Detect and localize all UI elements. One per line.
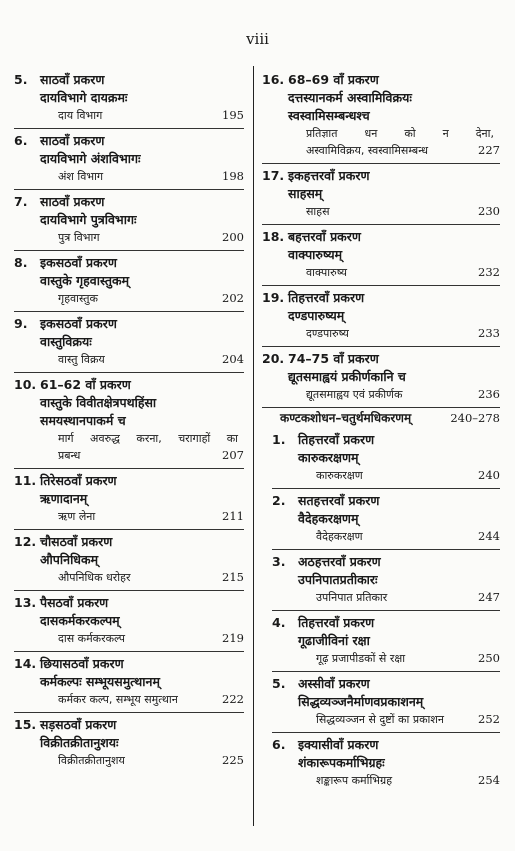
hindi-subtitle-row (262, 325, 500, 342)
prakaran-title: तिरेसठवाँ प्रकरण (40, 473, 117, 488)
entry-number: 18. (262, 229, 285, 244)
page-ref: 200 (222, 230, 244, 244)
left-column (14, 68, 244, 773)
section-title: कण्टकशोधन–चतुर्थमधिकरणम् (280, 411, 412, 425)
hindi-subtitle-row (14, 508, 244, 525)
hindi-subtitle: उपनिपात प्रतिकार (316, 591, 388, 604)
entry-heading (14, 315, 244, 333)
sanskrit-title: औपनिधिकम् (40, 552, 99, 567)
entry-number: 16. (262, 72, 285, 87)
hindi-subtitle: पुत्र विभाग (58, 231, 100, 244)
prakaran-title: इकसठवाँ प्रकरण (40, 316, 117, 331)
entry-number: 10. (14, 377, 37, 392)
toc-entry (272, 611, 500, 672)
entry-heading (272, 614, 500, 632)
prakaran-title: अस्सीवाँ प्रकरण (298, 676, 370, 691)
hindi-subtitle-row (262, 264, 500, 281)
entry-number: 19. (262, 290, 285, 305)
entry-heading (262, 228, 500, 246)
toc-entry (14, 190, 244, 251)
prakaran-title: इक्यासीवाँ प्रकरण (298, 737, 379, 752)
prakaran-title: 74–75 वाँ प्रकरण (288, 351, 379, 366)
toc-entry (14, 713, 244, 773)
hindi-subtitle: गूढ़ प्रजापीडकों से रक्षा (316, 652, 406, 665)
sanskrit-title: ऋणादानम् (40, 491, 88, 506)
hindi-subtitle: वास्तु विक्रय (58, 353, 105, 366)
hindi-subtitle-row (14, 752, 244, 769)
page-ref: 254 (478, 773, 500, 787)
page-ref: 236 (478, 387, 500, 401)
hindi-subtitle-row (272, 467, 500, 484)
sanskrit-title: दायविभागे अंशविभागः (40, 151, 141, 166)
toc-entry (262, 347, 500, 408)
page-ref: 202 (222, 291, 244, 305)
prakaran-title: अठहत्तरवाँ प्रकरण (298, 554, 381, 569)
sanskrit-title: दण्डपारुष्यम् (288, 308, 345, 323)
hindi-subtitle: विक्रीतक्रीतानुशय (58, 754, 125, 767)
hindi-subtitle-row (272, 711, 500, 728)
entry-number: 13. (14, 595, 37, 610)
page-ref: 250 (478, 651, 500, 665)
sanskrit-title: द्यूतसमाह्वयं प्रकीर्णकानि च (288, 369, 406, 384)
hindi-subtitle: सिद्धव्यञ्जन से दुष्टों का प्रकाशन (316, 713, 444, 726)
entry-heading (14, 376, 244, 394)
toc-entry (14, 530, 244, 591)
page-ref: 211 (222, 509, 244, 523)
hindi-subtitle: गृहवास्तुक (58, 292, 98, 305)
entry-number: 11. (14, 473, 37, 488)
toc-entry (14, 591, 244, 652)
entry-number: 4. (272, 615, 286, 630)
hindi-subtitle-row (272, 650, 500, 667)
sanskrit-title: वाक्पारुष्यम् (288, 247, 343, 262)
sanskrit-title: दत्तस्यानकर्म अस्वामिविक्रयः (288, 90, 412, 105)
hindi-subtitle: अस्वामिविक्रय, स्वस्वामिसम्बन्ध (306, 144, 429, 157)
sanskrit-title: शंकारूपकर्माभिग्रहः (298, 755, 385, 770)
entry-number: 12. (14, 534, 37, 549)
entry-heading (14, 594, 244, 612)
prakaran-title: साठवाँ प्रकरण (40, 133, 105, 148)
toc-entry (262, 286, 500, 347)
hindi-subtitle-row (14, 290, 244, 307)
prakaran-title: तिहत्तरवाँ प्रकरण (298, 432, 375, 447)
entry-heading (14, 655, 244, 673)
section-items (262, 428, 500, 793)
sanskrit-title: वास्तुके गृहवास्तुकम् (40, 273, 130, 288)
entry-heading (272, 675, 500, 693)
right-column (262, 68, 500, 793)
hindi-subtitle: प्रबन्ध (58, 449, 81, 462)
toc-entry (272, 733, 500, 793)
prakaran-title: छियासठवाँ प्रकरण (40, 656, 124, 671)
page-ref: 252 (478, 712, 500, 726)
section-pages: 240–278 (450, 411, 500, 425)
entry-heading (272, 492, 500, 510)
entry-number: 5. (272, 676, 286, 691)
hindi-subtitle: साहस (306, 205, 330, 218)
toc-entry (14, 251, 244, 312)
page-ref: 247 (478, 590, 500, 604)
hindi-subtitle-row (14, 351, 244, 368)
sanskrit-title: साहसम् (288, 186, 323, 201)
entry-number: 17. (262, 168, 285, 183)
sanskrit-title: कर्मकल्पः सम्भूयसमुत्थानम् (40, 674, 160, 689)
hindi-subtitle-row (262, 203, 500, 220)
hindi-subtitle: कारुकरक्षण (316, 469, 363, 482)
sanskrit-title: उपनिपातप्रतीकारः (298, 572, 378, 587)
toc-entry (14, 373, 244, 469)
entry-number: 20. (262, 351, 285, 366)
prakaran-title: 61–62 वाँ प्रकरण (40, 377, 131, 392)
entry-number: 9. (14, 316, 28, 331)
hindi-subtitle-row (272, 589, 500, 606)
prakaran-title: साठवाँ प्रकरण (40, 194, 105, 209)
hindi-subtitle: शङ्कारूप कर्माभिग्रह (316, 774, 393, 787)
hindi-subtitle-row (14, 691, 244, 708)
entry-number: 7. (14, 194, 28, 209)
prakaran-title: इकहत्तरवाँ प्रकरण (288, 168, 370, 183)
hindi-subtitle-row (14, 107, 244, 124)
hindi-subtitle-row (14, 229, 244, 246)
entry-heading (262, 167, 500, 185)
entry-number: 2. (272, 493, 286, 508)
page-ref: 227 (478, 143, 500, 157)
toc-entry (262, 68, 500, 164)
page-ref: 240 (478, 468, 500, 482)
entry-heading (14, 254, 244, 272)
column-divider (253, 66, 254, 826)
page-ref: 204 (222, 352, 244, 366)
sanskrit-title: कारुकरक्षणम् (298, 450, 359, 465)
sanskrit-title: वैदेहकरक्षणम् (298, 511, 359, 526)
entry-heading (272, 553, 500, 571)
hindi-subtitle-row (272, 528, 500, 545)
sanskrit-title: वास्तुविक्रयः (40, 334, 92, 349)
entry-number: 1. (272, 432, 286, 447)
entry-heading (14, 193, 244, 211)
entry-heading (14, 533, 244, 551)
page-ref: 195 (222, 108, 244, 122)
toc-entry (272, 550, 500, 611)
hindi-subtitle-row (14, 168, 244, 185)
sanskrit-title: दायविभागे पुत्रविभागः (40, 212, 137, 227)
entry-heading (14, 472, 244, 490)
sanskrit-title: दायविभागे दायक्रमः (40, 90, 128, 105)
prakaran-title: तिहत्तरवाँ प्रकरण (298, 615, 375, 630)
prakaran-title: चौसठवाँ प्रकरण (40, 534, 113, 549)
section-heading (262, 408, 500, 428)
toc-entry (272, 672, 500, 733)
entry-number: 8. (14, 255, 28, 270)
entry-heading (262, 350, 500, 368)
hindi-subtitle-row (14, 630, 244, 647)
prakaran-title: बहत्तरवाँ प्रकरण (288, 229, 361, 244)
toc-entry (262, 225, 500, 286)
hindi-subtitle-row (262, 142, 500, 159)
prakaran-title: सड़सठवाँ प्रकरण (40, 717, 117, 732)
toc-entry (14, 68, 244, 129)
page-ref: 244 (478, 529, 500, 543)
hindi-subtitle: अंश विभाग (58, 170, 104, 183)
hindi-subtitle: दास कर्मकरकल्प (58, 632, 126, 645)
entry-number: 15. (14, 717, 37, 732)
hindi-subtitle-row (262, 386, 500, 403)
entry-heading (14, 132, 244, 150)
hindi-subtitle: औपनिधिक धरोहर (58, 571, 131, 584)
page-ref: 215 (222, 570, 244, 584)
hindi-subtitle: वैदेहकरक्षण (316, 530, 363, 543)
toc-entry (14, 469, 244, 530)
hindi-subtitle-row (272, 772, 500, 789)
page-ref: 219 (222, 631, 244, 645)
hindi-subtitle-line: प्रतिज्ञात धन को न देना, (306, 127, 494, 140)
toc-entry (262, 164, 500, 225)
page-ref: 198 (222, 169, 244, 183)
sanskrit-title-cont: समयस्थानपाकर्म च (40, 413, 126, 428)
sanskrit-title: विक्रीतक्रीतानुशयः (40, 735, 119, 750)
page-ref: 232 (478, 265, 500, 279)
page-ref: 225 (222, 753, 244, 767)
hindi-subtitle: दाय विभाग (58, 109, 103, 122)
entry-heading (262, 71, 500, 89)
entry-number: 5. (14, 72, 28, 87)
prakaran-title: इकसठवाँ प्रकरण (40, 255, 117, 270)
entry-heading (272, 736, 500, 754)
sanskrit-title: दासकर्मकरकल्पम् (40, 613, 120, 628)
page-ref: 230 (478, 204, 500, 218)
hindi-subtitle: ऋण लेना (58, 510, 96, 523)
sanskrit-title-cont: स्वस्वामिसम्बन्धश्च (288, 108, 370, 123)
page-number: viii (246, 30, 269, 48)
sanskrit-title: वास्तुके विवीतक्षेत्रपथहिंसा (40, 395, 157, 410)
sanskrit-title: सिद्धव्यञ्जनैर्माणवप्रकाशनम् (298, 694, 424, 709)
entry-heading (262, 289, 500, 307)
toc-entry (14, 129, 244, 190)
toc-entry (272, 489, 500, 550)
prakaran-title: सतहत्तरवाँ प्रकरण (298, 493, 380, 508)
entry-heading (14, 716, 244, 734)
entry-number: 6. (272, 737, 286, 752)
prakaran-title: पैसठवाँ प्रकरण (40, 595, 109, 610)
hindi-subtitle: दण्डपारुष्य (306, 327, 349, 340)
hindi-subtitle: द्यूतसमाह्वय एवं प्रकीर्णक (306, 388, 403, 401)
hindi-subtitle-row (14, 447, 244, 464)
page-ref: 207 (222, 448, 244, 462)
entry-heading (14, 71, 244, 89)
entry-number: 3. (272, 554, 286, 569)
hindi-subtitle: कर्मकर कल्प, सम्भूय समुत्थान (58, 693, 178, 706)
toc-entry (14, 312, 244, 373)
prakaran-title: 68–69 वाँ प्रकरण (288, 72, 379, 87)
hindi-subtitle-line: मार्ग अवरुद्ध करना, चरागाहों का (58, 432, 238, 445)
entry-heading (272, 431, 500, 449)
prakaran-title: साठवाँ प्रकरण (40, 72, 105, 87)
page-ref: 222 (222, 692, 244, 706)
entry-number: 6. (14, 133, 28, 148)
page-ref: 233 (478, 326, 500, 340)
toc-entry (14, 652, 244, 713)
toc-entry (272, 428, 500, 489)
sanskrit-title: गूढाजीविनां रक्षा (298, 633, 370, 648)
hindi-subtitle-row (14, 569, 244, 586)
prakaran-title: तिहत्तरवाँ प्रकरण (288, 290, 365, 305)
hindi-subtitle: वाक्पारुष्य (306, 266, 347, 279)
entry-number: 14. (14, 656, 37, 671)
